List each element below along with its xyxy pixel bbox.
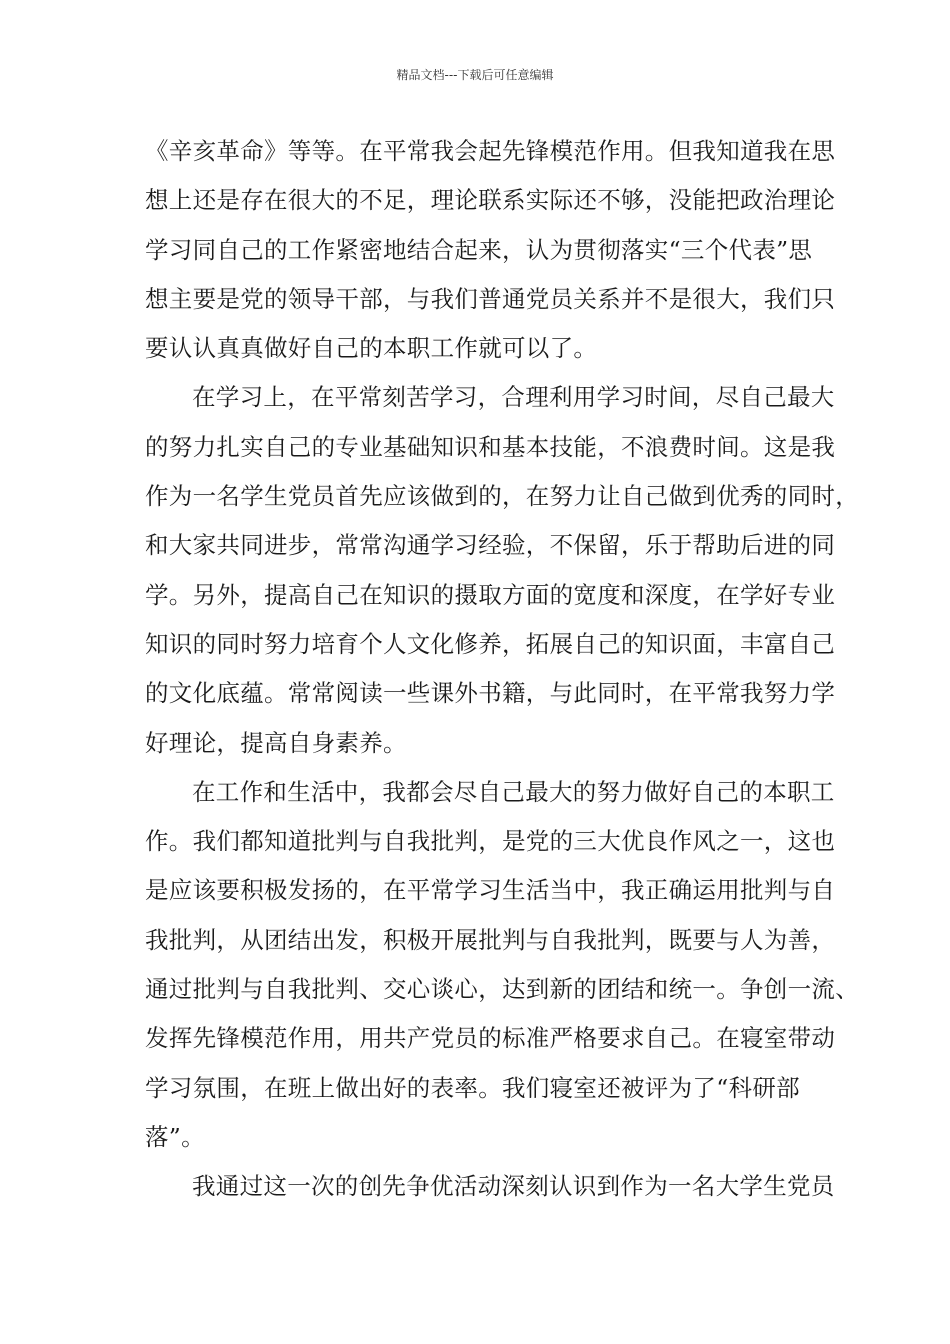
text-line: 通过批判与自我批判、交心谈心，达到新的团结和统一。争创一流、 — [145, 975, 859, 1004]
text-line: 我批判，从团结出发，积极开展批判与自我批判，既要与人为善， — [145, 925, 836, 954]
text-line: 的文化底蕴。常常阅读一些课外书籍，与此同时，在平常我努力学 — [145, 679, 836, 708]
text-line: 落”。 — [145, 1122, 205, 1151]
text-line: 作。我们都知道批判与自我批判，是党的三大优良作风之一，这也 — [145, 827, 836, 856]
text-line: 和大家共同进步，常常沟通学习经验，不保留，乐于帮助后进的同 — [145, 531, 836, 560]
text-line: 好理论，提高自身素养。 — [145, 728, 407, 757]
text-line: 想主要是党的领导干部，与我们普通党员关系并不是很大，我们只 — [145, 284, 836, 313]
text-line: 想上还是存在很大的不足，理论联系实际还不够，没能把政治理论 — [145, 186, 836, 215]
text-line: 《辛亥革命》等等。在平常我会起先锋模范作用。但我知道我在思 — [145, 137, 836, 165]
text-line: 知识的同时努力培育个人文化修养，拓展自己的知识面，丰富自己 — [145, 629, 836, 658]
paragraph — [145, 127, 836, 373]
text-line: 作为一名学生党员首先应该做到的，在努力让自己做到优秀的同时， — [145, 482, 859, 511]
text-line: 在工作和生活中，我都会尽自己最大的努力做好自己的本职工 — [192, 777, 835, 806]
text-line: 学习同自己的工作紧密地结合起来，认为贯彻落实“三个代表”思 — [145, 235, 813, 264]
page-header: 精品文档---下载后可任意编辑 — [396, 68, 554, 82]
text-line: 要认认真真做好自己的本职工作就可以了。 — [145, 334, 598, 363]
text-line: 学习氛围，在班上做出好的表率。我们寝室还被评为了“科研部 — [145, 1073, 800, 1102]
text-line: 发挥先锋模范作用，用共产党员的标准严格要求自己。在寝室带动 — [145, 1024, 836, 1053]
text-line: 我通过这一次的创先争优活动深刻认识到作为一名大学生党员 — [192, 1172, 835, 1201]
text-line: 的努力扎实自己的专业基础知识和基本技能，不浪费时间。这是我 — [145, 432, 836, 461]
text-line: 学。另外，提高自己在知识的摄取方面的宽度和深度，在学好专业 — [145, 580, 836, 609]
paragraph — [145, 373, 859, 767]
document-body — [145, 127, 859, 1212]
paragraph — [145, 1162, 835, 1211]
text-line: 是应该要积极发扬的，在平常学习生活当中，我正确运用批判与自 — [145, 876, 836, 905]
paragraph — [145, 768, 859, 1162]
text-line: 在学习上，在平常刻苦学习，合理利用学习时间，尽自己最大 — [192, 383, 835, 412]
